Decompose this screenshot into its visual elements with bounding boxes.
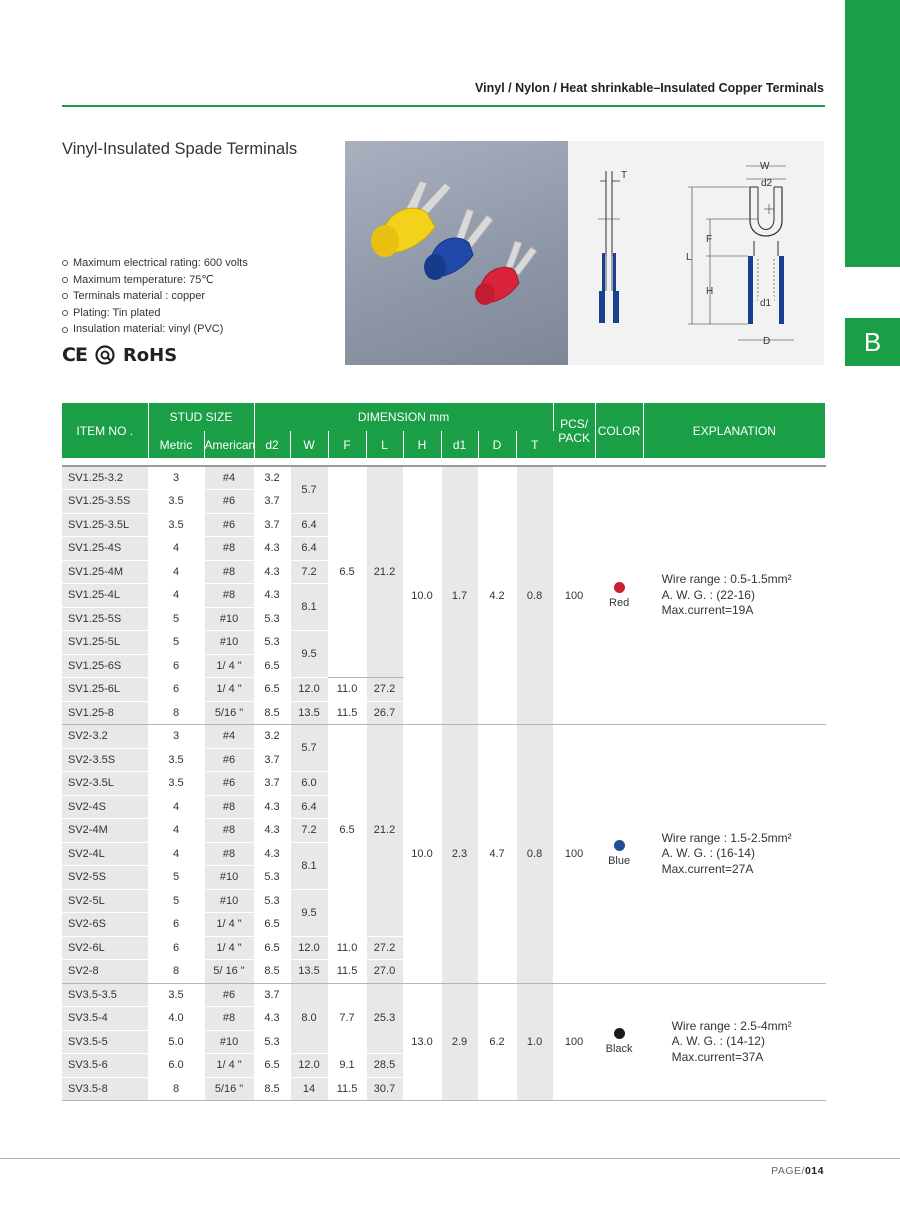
table-row: SV3.5-8 8 5/16 " 8.5 14 11.5 30.7 — [62, 1077, 825, 1101]
feature-list — [62, 255, 248, 338]
table-row: SV1.25-3.5L 3.5 #6 3.7 6.4 — [62, 513, 825, 537]
footer-divider — [0, 1158, 900, 1159]
col-w: W — [290, 431, 328, 458]
bullet-icon — [62, 260, 68, 266]
col-item-no: ITEM NO . — [62, 403, 148, 458]
rohs-mark-icon: RoHS — [122, 344, 178, 366]
svg-text:D: D — [763, 336, 771, 347]
spec-table — [62, 403, 826, 1101]
svg-text:W: W — [760, 161, 770, 172]
col-d2: d2 — [254, 431, 290, 458]
svg-text:T: T — [621, 170, 628, 181]
col-d1: d1 — [441, 431, 478, 458]
table-row: SV1.25-4S 4 #8 4.3 6.4 — [62, 537, 825, 561]
bullet-icon — [62, 293, 68, 299]
table-row: SV1.25-3.2 3 #4 3.2 5.7 6.5 21.2 10.0 1.7 4.2 0.8 100 Red Wire range : 0.5-1.5mm² A. W. G. : (22-16) Max.current=19A — [62, 466, 825, 490]
ul-mark-icon — [95, 345, 115, 365]
table-row: SV2-3.5S 3.5 #6 3.7 — [62, 748, 825, 772]
col-explanation: EXPLANATION — [643, 403, 825, 458]
header-divider — [62, 105, 825, 107]
col-dimension: DIMENSION mm — [254, 403, 553, 431]
col-color: COLOR — [595, 403, 643, 458]
bullet-icon — [62, 327, 68, 333]
bullet-icon — [62, 277, 68, 283]
red-terminal-icon — [475, 241, 537, 305]
table-row: SV3.5-4 4.0 #8 4.3 — [62, 1007, 825, 1031]
page-header-title: Vinyl / Nylon / Heat shrinkable–Insulated Copper Terminals — [475, 81, 824, 95]
page-number: PAGE/014 — [771, 1165, 824, 1177]
svg-text:H: H — [706, 286, 714, 297]
table-row: SV1.25-6S 6 1/ 4 " 6.5 — [62, 654, 825, 678]
svg-text:L: L — [686, 252, 692, 263]
section-tab[interactable]: B — [845, 318, 900, 366]
feature-item: Maximum electrical rating: 600 volts — [62, 255, 248, 272]
table-row: SV2-4S 4 #8 4.3 6.4 — [62, 795, 825, 819]
table-row: SV1.25-3.5S 3.5 #6 3.7 — [62, 490, 825, 514]
table-row: SV1.25-4M 4 #8 4.3 7.2 — [62, 560, 825, 584]
color-cell-blue: Blue — [595, 725, 643, 984]
table-row: SV2-4L 4 #8 4.3 8.1 — [62, 842, 825, 866]
side-accent-bar — [845, 0, 900, 267]
col-pcs-pack: PCS/ PACK — [553, 403, 595, 458]
col-american: American — [204, 431, 254, 458]
ce-mark-icon: CE — [62, 344, 87, 366]
svg-text:d2: d2 — [761, 178, 773, 189]
col-metric: Metric — [148, 431, 204, 458]
table-row: SV1.25-5S 5 #10 5.3 — [62, 607, 825, 631]
front-view-drawing — [686, 161, 794, 347]
col-d: D — [478, 431, 516, 458]
table-row: SV3.5-6 6.0 1/ 4 " 6.5 12.0 9.1 28.5 — [62, 1054, 825, 1078]
col-stud-size: STUD SIZE — [148, 403, 254, 431]
certification-marks — [62, 344, 177, 366]
table-row: SV1.25-6L 6 1/ 4 " 6.5 12.0 11.0 27.2 — [62, 678, 825, 702]
svg-text:d1: d1 — [760, 298, 772, 309]
table-row: SV3.5-3.5 3.5 #6 3.7 8.0 7.7 25.3 13.0 2.9 6.2 1.0 100 Black Wire range : 2.5-4mm² A. W. G. : (14-12) Max.current=37A — [62, 983, 825, 1007]
table-row: SV2-5S 5 #10 5.3 — [62, 866, 825, 890]
blue-terminal-icon — [424, 209, 493, 280]
red-dot-icon — [614, 582, 625, 593]
table-row: SV2-5L 5 #10 5.3 9.5 — [62, 889, 825, 913]
section-title: Vinyl-Insulated Spade Terminals — [62, 140, 298, 158]
table-row: SV1.25-5L 5 #10 5.3 9.5 — [62, 631, 825, 655]
table-row: SV2-6L 6 1/ 4 " 6.5 12.0 11.0 27.2 — [62, 936, 825, 960]
blue-dot-icon — [614, 840, 625, 851]
col-t: T — [516, 431, 553, 458]
explanation-cell: Wire range : 2.5-4mm² A. W. G. : (14-12) Max.current=37A — [643, 983, 825, 1101]
bullet-icon — [62, 310, 68, 316]
black-dot-icon — [614, 1028, 625, 1039]
feature-item: Plating: Tin plated — [62, 305, 248, 322]
dimension-drawing — [568, 141, 824, 365]
feature-item: Insulation material: vinyl (PVC) — [62, 321, 248, 338]
table-row: SV2-3.5L 3.5 #6 3.7 6.0 — [62, 772, 825, 796]
color-cell-black: Black — [595, 983, 643, 1101]
col-l: L — [366, 431, 403, 458]
table-row: SV1.25-8 8 5/16 " 8.5 13.5 11.5 26.7 — [62, 701, 825, 725]
color-cell-red: Red — [595, 466, 643, 725]
table-row: SV2-6S 6 1/ 4 " 6.5 — [62, 913, 825, 937]
table-row: SV2-3.2 3 #4 3.2 5.7 6.5 21.2 10.0 2.3 4.7 0.8 100 Blue Wire range : 1.5-2.5mm² A. W. G. : (16-14) Max.current=27A — [62, 725, 825, 749]
table-row: SV1.25-4L 4 #8 4.3 8.1 — [62, 584, 825, 608]
table-row: SV2-4M 4 #8 4.3 7.2 — [62, 819, 825, 843]
svg-text:F: F — [706, 234, 713, 245]
explanation-cell: Wire range : 1.5-2.5mm² A. W. G. : (16-14) Max.current=27A — [643, 725, 825, 984]
product-photo — [345, 141, 568, 365]
feature-item: Maximum temperature: 75℃ — [62, 272, 248, 289]
table-row: SV3.5-5 5.0 #10 5.3 — [62, 1030, 825, 1054]
feature-item: Terminals material : copper — [62, 288, 248, 305]
col-f: F — [328, 431, 366, 458]
col-h: H — [403, 431, 441, 458]
side-view-drawing — [598, 170, 627, 323]
table-row: SV2-8 8 5/ 16 " 8.5 13.5 11.5 27.0 — [62, 960, 825, 984]
explanation-cell: Wire range : 0.5-1.5mm² A. W. G. : (22-16) Max.current=19A — [643, 466, 825, 725]
